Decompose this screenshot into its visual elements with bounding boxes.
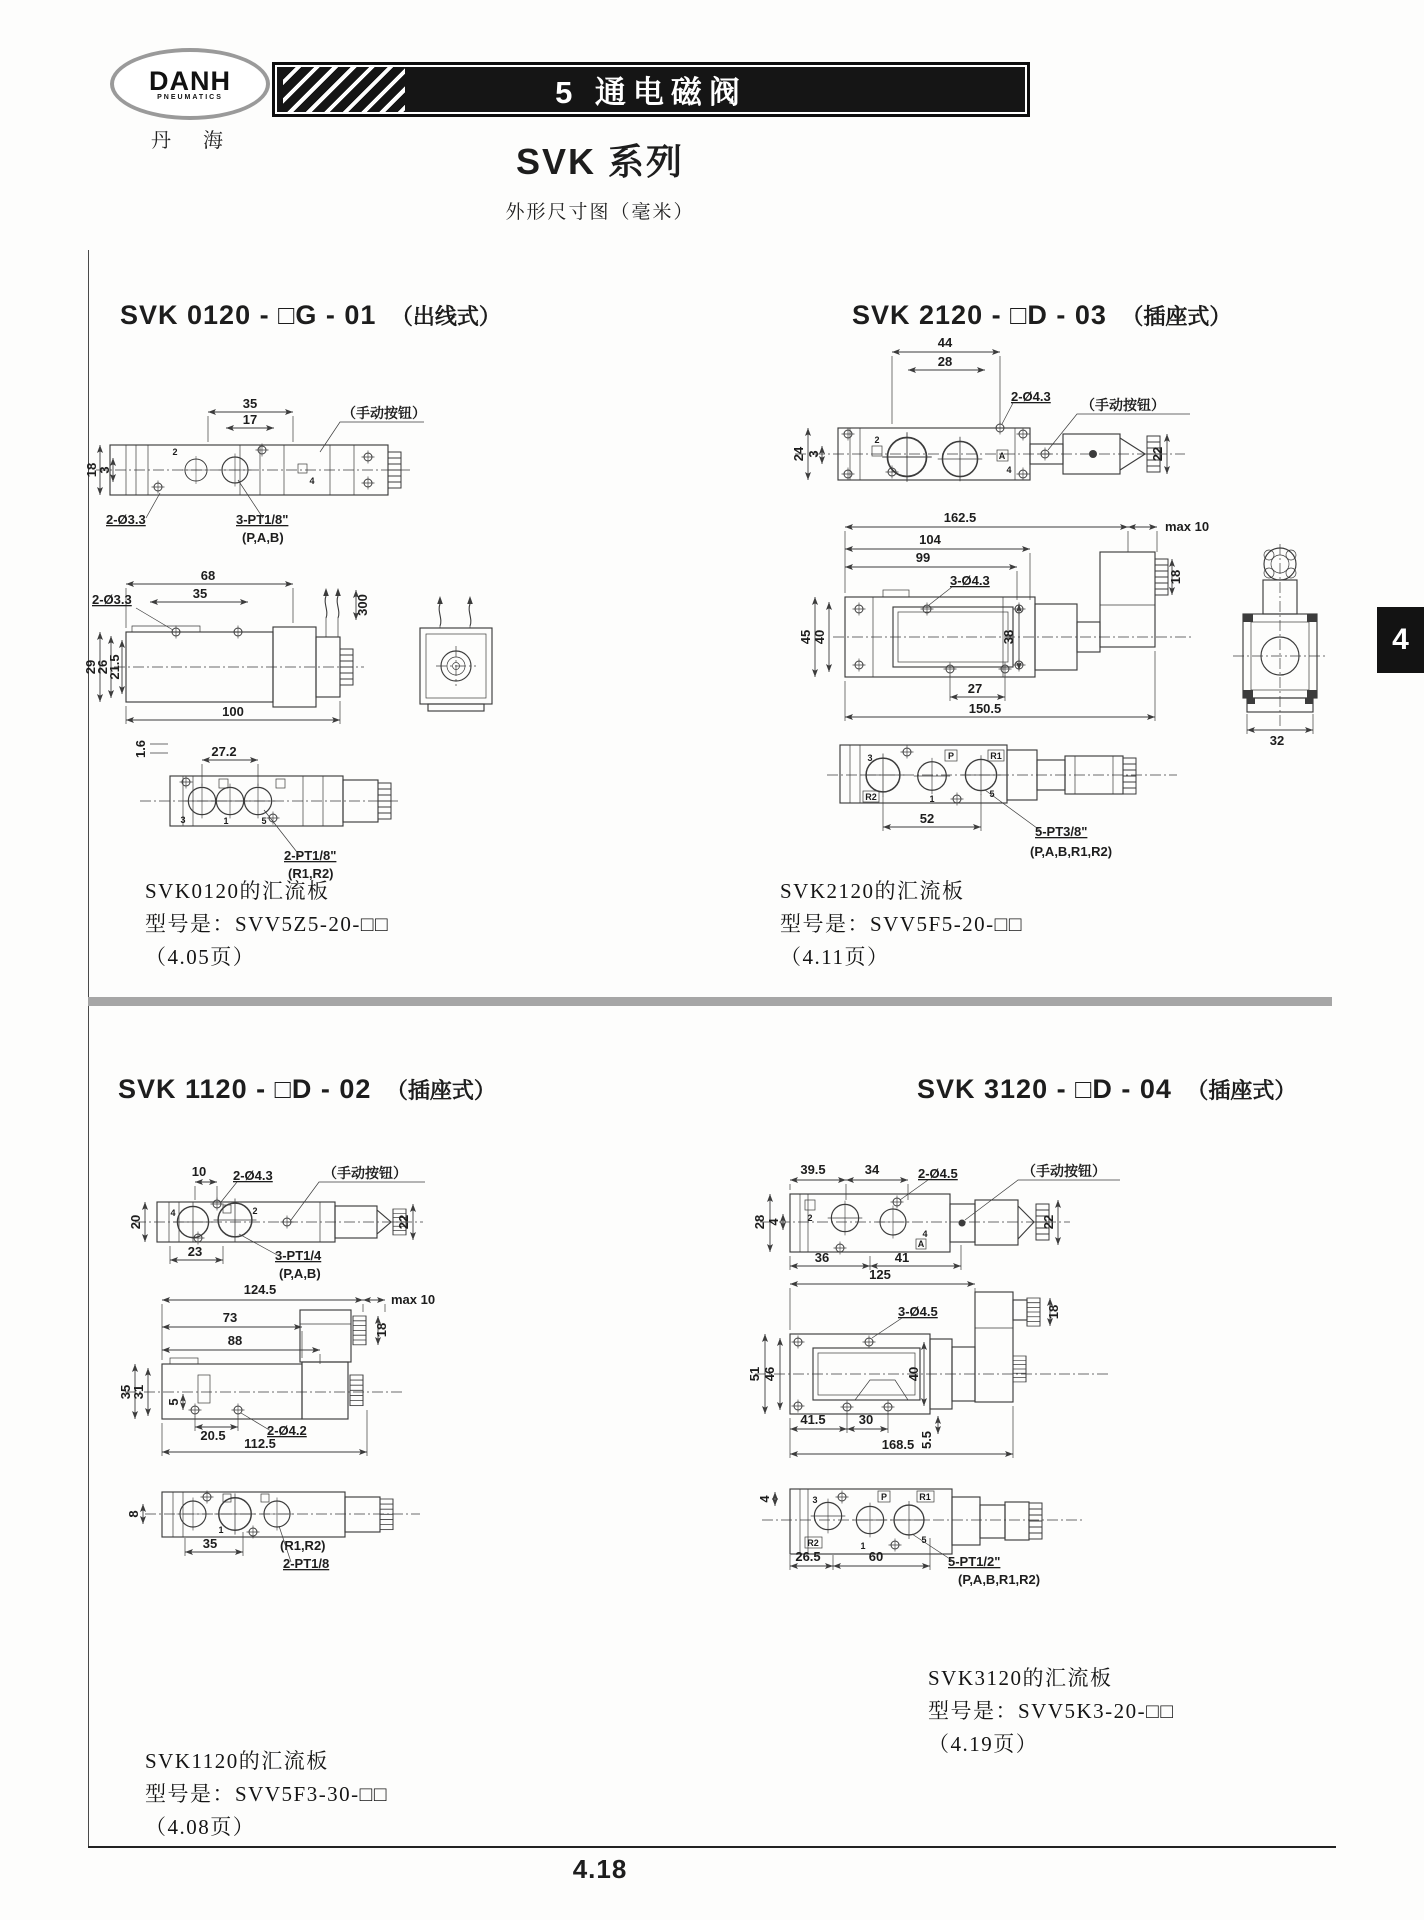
port-mark: 5	[989, 789, 995, 799]
dim-label: 35	[242, 396, 258, 411]
port-mark: R2	[865, 792, 877, 802]
svk0120-top-view	[84, 396, 426, 545]
dim-label: max 10	[391, 1292, 436, 1307]
dim-label: 35	[118, 1384, 133, 1400]
dim-label: 52	[919, 811, 935, 826]
dim-label: 41.5	[800, 1412, 826, 1427]
section-title-svk1120	[118, 1074, 496, 1105]
notes-svk3120	[928, 1662, 1175, 1761]
dim-label: 150.5	[968, 701, 1002, 716]
footer-rule	[88, 1846, 1336, 1848]
section-title-svk3120	[917, 1074, 1296, 1105]
dim-label: 88	[227, 1333, 243, 1348]
port-mark: 1	[218, 1525, 224, 1535]
port-mark: 4	[1006, 465, 1012, 475]
dim-label: 36	[814, 1250, 830, 1265]
dim-label: 100	[222, 704, 244, 719]
dim-label: 35	[192, 586, 208, 601]
dim-label: 45	[798, 629, 813, 645]
dim-label: 4	[757, 1495, 772, 1503]
callout-label: 3-PT1/4	[275, 1248, 322, 1263]
model-number: SVK 1120 - □D - 02	[118, 1074, 372, 1104]
dim-label: 27.2	[211, 744, 237, 759]
notes-svk2120	[780, 875, 1023, 974]
callout-label: 3-Ø4.3	[950, 573, 990, 588]
drawing-svk0120	[83, 330, 518, 881]
model-number: SVK 3120 - □D - 04	[917, 1074, 1172, 1104]
page-subtitle: 外形尺寸图（毫米）	[505, 202, 695, 223]
callout-label: 5-PT3/8"	[1035, 824, 1088, 839]
port-mark: 1	[860, 1541, 866, 1551]
dim-label: 10	[191, 1164, 207, 1179]
callout-label: 2-Ø3.3	[92, 592, 132, 607]
logo-oval	[110, 48, 270, 120]
note-line: （4.08页）	[145, 1815, 256, 1839]
drawing-svk1120	[95, 1142, 550, 1612]
port-mark: 2	[252, 1206, 258, 1216]
port-mark: R1	[990, 751, 1002, 761]
note-line: （4.19页）	[928, 1732, 1039, 1756]
dim-label: 68	[200, 568, 216, 583]
chapter-side-tab: 4	[1377, 607, 1424, 673]
port-mark: R1	[919, 1492, 931, 1502]
dim-label: 26.5	[795, 1549, 821, 1564]
dim-label: 31	[131, 1384, 146, 1400]
dim-label: 125	[869, 1267, 891, 1282]
callout-label: 3-PT1/8"	[236, 512, 289, 527]
callout-label: (R1,R2)	[288, 866, 334, 881]
svk0120-side-view	[420, 596, 492, 711]
dim-label: 34	[864, 1162, 880, 1177]
mount-type: （插座式）	[385, 1078, 496, 1103]
port-mark: 3	[812, 1495, 818, 1505]
svk3120-front-view	[747, 1267, 1110, 1458]
model-number: SVK 2120 - □D - 03	[852, 300, 1107, 330]
note-line: SVK3120的汇流板	[928, 1666, 1113, 1690]
dim-label: 5	[166, 1398, 181, 1406]
port-mark: 4	[922, 1229, 928, 1239]
company-logo	[106, 48, 274, 153]
callout-label: 3-Ø4.5	[898, 1304, 938, 1319]
svk3120-top-view	[752, 1162, 1120, 1270]
mount-type: （出线式）	[390, 304, 501, 329]
dim-label: 20.5	[200, 1428, 226, 1443]
dim-label: 40	[906, 1366, 921, 1382]
note-line: 型号是：SVV5F5-20-□□	[780, 912, 1024, 936]
callout-label: (P,A,B)	[279, 1266, 321, 1281]
callout-label: 2-Ø4.3	[233, 1168, 273, 1183]
dim-label: 28	[937, 354, 953, 369]
dim-label: 30	[858, 1412, 874, 1427]
dim-label: 17	[242, 412, 258, 427]
note-line: （4.11页）	[780, 945, 890, 969]
svk1120-bottom-view	[126, 1491, 420, 1572]
dim-label: 27	[967, 681, 983, 696]
callout-label: 2-PT1/8	[283, 1556, 330, 1571]
dim-label: 38	[1001, 629, 1016, 645]
dim-label: 35	[202, 1536, 218, 1551]
port-mark: P	[880, 1492, 888, 1502]
dim-label: 5.5	[919, 1430, 934, 1450]
svk2120-top-view	[791, 335, 1190, 482]
svk3120-bottom-view	[757, 1489, 1082, 1587]
dim-label: 18	[1046, 1304, 1061, 1320]
dim-label: 44	[937, 335, 953, 350]
dim-label: 20	[128, 1214, 143, 1230]
dim-label: 21.5	[107, 654, 122, 680]
dim-label: 168.5	[881, 1437, 915, 1452]
logo-chinese-text: 丹 海	[151, 130, 229, 152]
dim-label: 22	[396, 1214, 411, 1230]
dim-label: 26	[95, 659, 110, 675]
port-mark: 5	[921, 1535, 927, 1545]
drawing-svk2120	[645, 312, 1345, 877]
dim-label: 28	[752, 1214, 767, 1230]
dim-label: 51	[747, 1366, 762, 1382]
dim-label: 41	[894, 1250, 910, 1265]
chapter-banner-inner	[277, 67, 1025, 112]
callout-label: 2-PT1/8"	[284, 848, 337, 863]
dim-label: 39.5	[800, 1162, 826, 1177]
dim-label: 3	[806, 450, 821, 458]
logo-sub-text: PNEUMATICS	[157, 93, 223, 101]
port-mark: 2	[807, 1213, 813, 1223]
note-line: 型号是：SVV5Z5-20-□□	[145, 912, 390, 936]
section-title-svk0120	[120, 300, 501, 331]
callout-label: (P,A,B,R1,R2)	[958, 1572, 1041, 1587]
callout-label: 5-PT1/2"	[948, 1554, 1001, 1569]
svk1120-front-view	[118, 1282, 435, 1456]
port-mark: R2	[807, 1538, 819, 1548]
note-line: （4.05页）	[145, 945, 256, 969]
dim-label: 99	[915, 550, 931, 565]
page-number: 4.18	[572, 1854, 628, 1884]
dim-label: 22	[1150, 446, 1165, 462]
svk2120-bottom-view	[827, 745, 1177, 859]
dim-label: 18	[1168, 569, 1183, 585]
note-line: 型号是：SVV5F3-30-□□	[145, 1782, 389, 1806]
port-mark: A	[998, 451, 1006, 461]
dim-label: 4	[766, 1218, 781, 1226]
note-line: SVK2120的汇流板	[780, 879, 965, 903]
manual-button-label: （手动按钮）	[323, 1165, 407, 1181]
dim-label: 60	[868, 1549, 884, 1564]
port-mark: A	[917, 1239, 925, 1249]
port-mark: P	[947, 751, 955, 761]
drawing-svk3120	[650, 1142, 1330, 1612]
port-mark: 3	[180, 815, 186, 825]
logo-brand-text: DANH	[149, 65, 231, 96]
svk1120-top-view	[128, 1164, 425, 1281]
manual-button-label: （手动按钮）	[342, 405, 426, 421]
model-number: SVK 0120 - □G - 01	[120, 300, 377, 330]
chapter-banner	[272, 62, 1030, 117]
dim-label: 162.5	[943, 510, 977, 525]
note-line: 型号是：SVV5K3-20-□□	[928, 1699, 1175, 1723]
dim-label: 3	[97, 466, 112, 474]
svk2120-front-view	[798, 510, 1209, 721]
dim-label: 300	[355, 594, 370, 616]
dim-label: 18	[374, 1322, 389, 1338]
svk0120-front-view	[83, 568, 492, 724]
dim-label: 73	[222, 1310, 238, 1325]
port-mark: 4	[170, 1208, 176, 1218]
port-mark: 3	[867, 753, 873, 763]
dim-label: 22	[1041, 1214, 1056, 1230]
dim-label: 8	[126, 1510, 141, 1518]
notes-svk1120	[145, 1745, 388, 1844]
dim-label: 24	[791, 446, 806, 462]
dim-label: 23	[187, 1244, 203, 1259]
dim-label: 1.6	[133, 739, 148, 759]
note-line: SVK1120的汇流板	[145, 1749, 329, 1773]
dim-label: 124.5	[243, 1282, 277, 1297]
callout-label: 2-Ø4.2	[267, 1423, 307, 1438]
section-divider	[88, 997, 1332, 1006]
dim-label: 18	[84, 462, 99, 478]
chapter-banner-title: 5 通电磁阀	[555, 75, 747, 110]
svk0120-bottom-view	[133, 740, 400, 881]
dim-label: 46	[762, 1366, 777, 1382]
port-mark: 4	[309, 476, 315, 486]
manual-button-label: （手动按钮）	[1022, 1163, 1106, 1179]
manual-button-label: （手动按钮）	[1081, 397, 1165, 413]
port-mark: 2	[172, 447, 178, 457]
port-mark: 2	[874, 435, 880, 445]
port-mark: 1	[929, 794, 935, 804]
port-mark: 5	[261, 816, 267, 826]
mount-type: （插座式）	[1121, 304, 1232, 329]
callout-label: 2-Ø4.3	[1011, 389, 1051, 404]
notes-svk0120	[145, 875, 389, 974]
dim-label: max 10	[1165, 519, 1210, 534]
dim-label: 32	[1269, 733, 1285, 748]
callout-label: (R1,R2)	[280, 1538, 326, 1553]
callout-label: 2-Ø3.3	[106, 512, 146, 527]
dim-label: 104	[919, 532, 941, 547]
port-mark: 1	[223, 816, 229, 826]
mount-type: （插座式）	[1186, 1078, 1297, 1103]
callout-label: (P,A,B)	[242, 530, 284, 545]
dim-label: 40	[812, 629, 827, 645]
dim-label: 112.5	[244, 1436, 276, 1451]
note-line: SVK0120的汇流板	[145, 879, 330, 903]
callout-label: (P,A,B,R1,R2)	[1030, 844, 1113, 859]
page-title: SVK 系列	[515, 141, 685, 182]
svk2120-side-view	[1233, 544, 1327, 748]
dim-label: 29	[83, 659, 98, 675]
callout-label: 2-Ø4.5	[918, 1166, 958, 1181]
